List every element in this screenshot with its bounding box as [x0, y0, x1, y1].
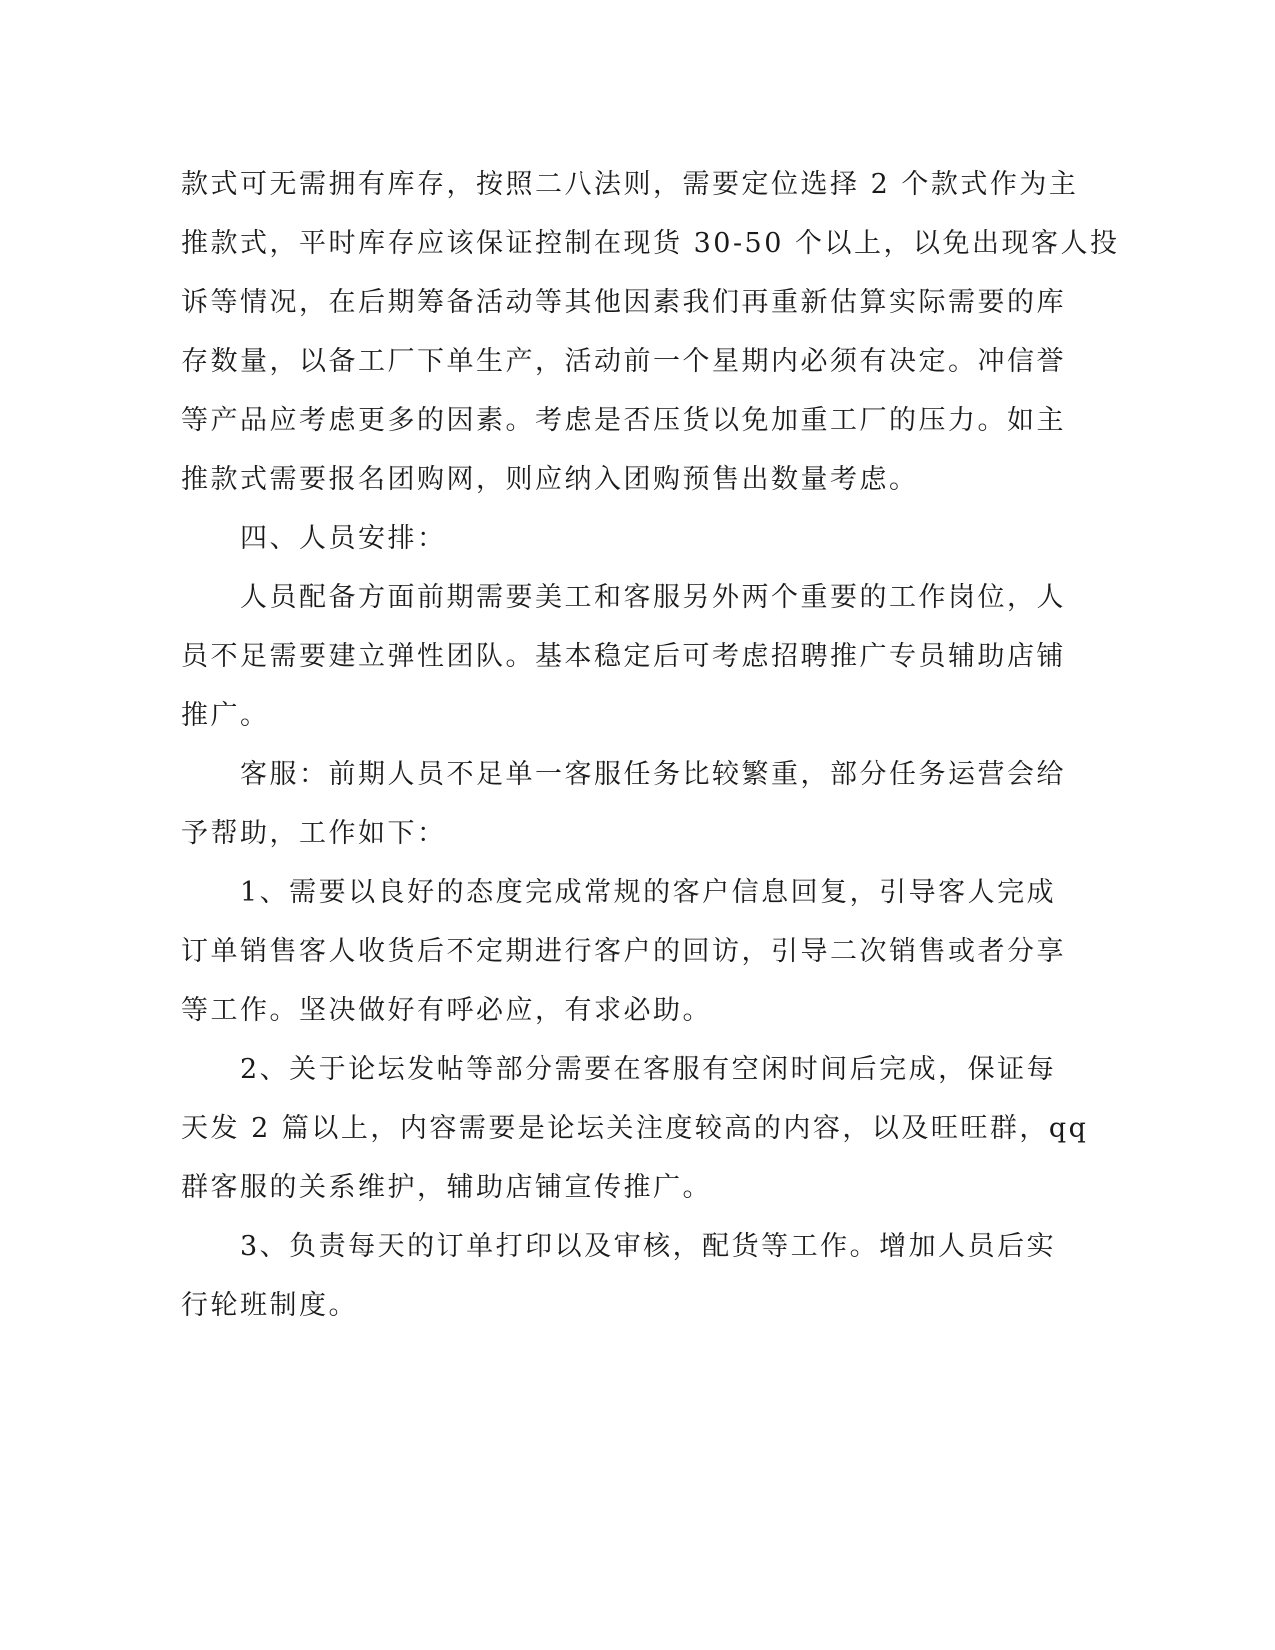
list-item-line: 1、需要以良好的态度完成常规的客户信息回复，引导客人完成 — [181, 877, 1057, 908]
document-body — [181, 155, 1120, 1335]
text-line: 款式可无需拥有库存，按照二八法则，需要定位选择 2 个款式作为主 — [181, 169, 1079, 200]
text-line: 推广。 — [181, 700, 270, 731]
section-heading: 四、人员安排： — [181, 523, 447, 554]
text-line: 存数量，以备工厂下单生产，活动前一个星期内必须有决定。冲信誉 — [181, 346, 1066, 377]
text-line: 员不足需要建立弹性团队。基本稳定后可考虑招聘推广专员辅助店铺 — [181, 641, 1066, 672]
list-item-line: 2、关于论坛发帖等部分需要在客服有空闲时间后完成，保证每 — [181, 1054, 1057, 1085]
text-line: 人员配备方面前期需要美工和客服另外两个重要的工作岗位，人 — [181, 582, 1066, 613]
text-line: 诉等情况，在后期筹备活动等其他因素我们再重新估算实际需要的库 — [181, 287, 1066, 318]
list-item-line: 3、负责每天的订单打印以及审核，配货等工作。增加人员后实 — [181, 1231, 1057, 1262]
list-item-line: 天发 2 篇以上，内容需要是论坛关注度较高的内容，以及旺旺群，qq — [181, 1113, 1089, 1144]
list-item-line: 等工作。坚决做好有呼必应，有求必助。 — [181, 995, 712, 1026]
text-line: 客服：前期人员不足单一客服任务比较繁重，部分任务运营会给 — [181, 759, 1066, 790]
text-line: 推款式，平时库存应该保证控制在现货 30-50 个以上，以免出现客人投 — [181, 228, 1120, 259]
text-line: 推款式需要报名团购网，则应纳入团购预售出数量考虑。 — [181, 464, 919, 495]
text-line: 等产品应考虑更多的因素。考虑是否压货以免加重工厂的压力。如主 — [181, 405, 1066, 436]
list-item-line: 行轮班制度。 — [181, 1290, 358, 1321]
list-item-line: 群客服的关系维护，辅助店铺宣传推广。 — [181, 1172, 712, 1203]
text-line: 予帮助，工作如下： — [181, 818, 447, 849]
list-item-line: 订单销售客人收货后不定期进行客户的回访，引导二次销售或者分享 — [181, 936, 1066, 967]
